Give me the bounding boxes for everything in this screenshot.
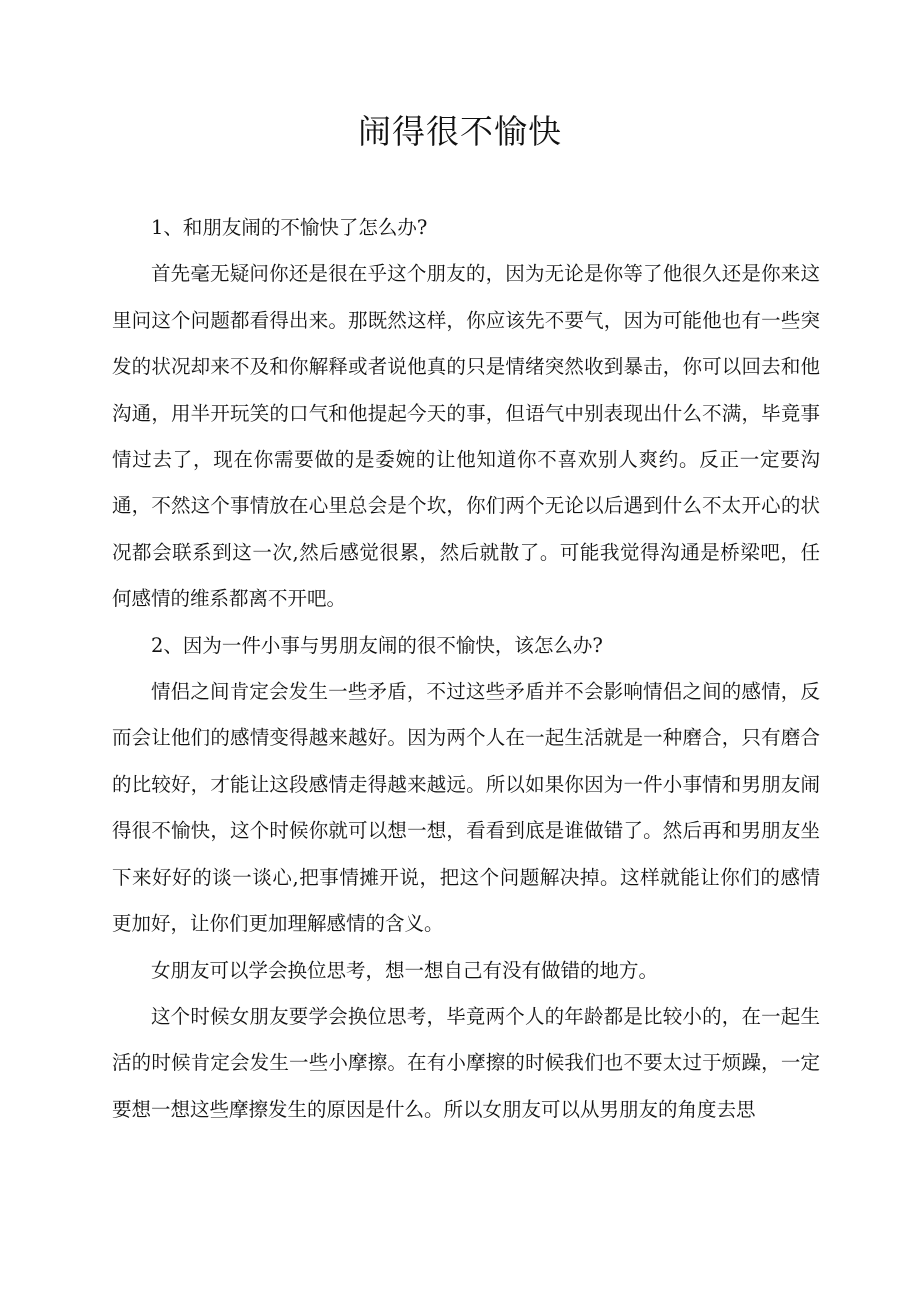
section-heading-1: 1、和朋友闹的不愉快了怎么办? (151, 216, 428, 239)
body-paragraph: 女朋友可以学会换位思考，想一想自己有没有做错的地方。 (151, 958, 659, 982)
document-body (112, 205, 820, 1133)
document-title: 闹得很不愉快 (358, 112, 562, 151)
body-paragraph: 情侣之间肯定会发生一些矛盾，不过这些矛盾并不会影响情侣之间的感情，反而会让他们的感情变得越来越好。因为两个人在一起生活就是一种磨合，只有磨合的比较好，才能让这段感情走得越来越远。所以如果你因为一件小事情和男朋友闹得很不愉快，这个时候你就可以想一想，看看到底是谁做错了。然后再和男朋友坐下来好好的谈一谈心,把事情摊开说，把这个问题解决掉。这样就能让你们的感情更加好，让你们更加理解感情的含义。 (112, 680, 820, 936)
body-paragraph: 这个时候女朋友要学会换位思考，毕竟两个人的年龄都是比较小的，在一起生活的时候肯定会发生一些小摩擦。在有小摩擦的时候我们也不要太过于烦躁，一定要想一想这些摩擦发生的原因是什么。所以女朋友可以从男朋友的角度去思 (112, 1004, 820, 1121)
body-paragraph: 首先毫无疑问你还是很在乎这个朋友的，因为无论是你等了他很久还是你来这里问这个问题都看得出来。那既然这样，你应该先不要气，因为可能他也有一些突发的状况却来不及和你解释或者说他真的只是情绪突然收到暴击，你可以回去和他沟通，用半开玩笑的口气和他提起今天的事，但语气中别表现出什么不满，毕竟事情过去了，现在你需要做的是委婉的让他知道你不喜欢别人爽约。反正一定要沟通，不然这个事情放在心里总会是个坎，你们两个无论以后遇到什么不太开心的状况都会联系到这一次,然后感觉很累，然后就散了。可能我觉得沟通是桥梁吧，任何感情的维系都离不开吧。 (112, 262, 820, 611)
section-heading-2: 2、因为一件小事与男朋友闹的很不愉快，该怎么办? (151, 633, 603, 657)
